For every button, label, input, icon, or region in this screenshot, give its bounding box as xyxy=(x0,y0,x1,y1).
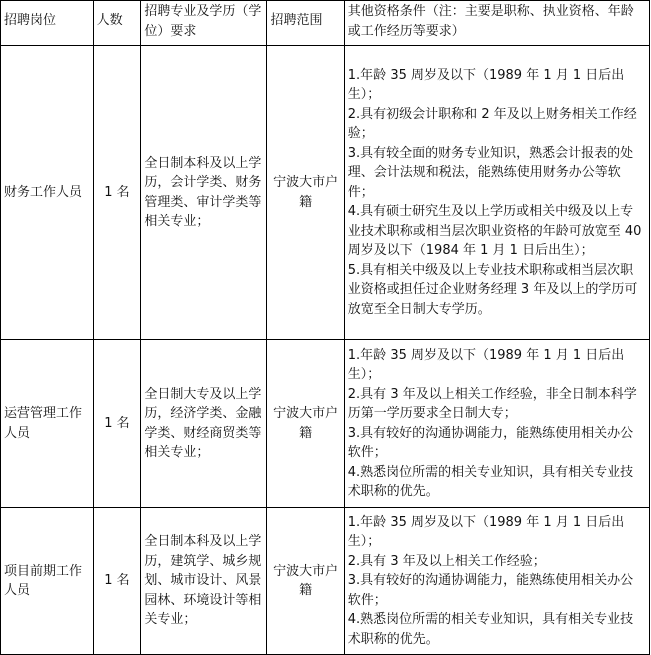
condition-item: 2.具有初级会计职称和 2 年及以上财务相关工作经验； xyxy=(347,106,637,142)
condition-item: 1.年龄 35 周岁及以下（1989 年 1 月 1 日后出生）； xyxy=(347,514,625,550)
condition-item: 3.具有较好的沟通协调能力，能熟练使用相关办公软件； xyxy=(347,573,634,608)
header-row xyxy=(1,1,650,46)
condition-item: 1.年龄 35 周岁及以下（1989 年 1 月 1 日后出生）； xyxy=(347,347,625,382)
cell-major: 全日制大专及以上学历，经济学类、金融学类、财经商贸类等相关专业； xyxy=(141,340,267,508)
condition-item: 4.熟悉岗位所需的相关专业知识，具有相关专业技术职称的优先。 xyxy=(347,464,634,499)
header-count: 人数 xyxy=(93,1,141,46)
header-conditions: 其他资格条件（注：主要是职称、执业资格、年龄或工作经历等要求） xyxy=(344,1,649,46)
header-scope: 招聘范围 xyxy=(267,1,344,46)
cell-position: 财务工作人员 xyxy=(1,46,94,340)
condition-item: 2.具有 3 年及以上相关工作经验，非全日制本科学历第一学历要求全日制大专； xyxy=(347,386,637,421)
condition-item: 4.熟悉岗位所需的相关专业知识，具有相关专业技术职称的优先。 xyxy=(347,612,634,647)
cell-position: 项目前期工作人员 xyxy=(1,508,94,655)
condition-item: 2.具有 3 年及以上相关工作经验； xyxy=(347,553,546,569)
cell-scope: 宁波大市户籍 xyxy=(267,508,344,655)
cell-major: 全日制本科及以上学历，会计学类、财务管理类、审计学类等相关专业； xyxy=(141,46,267,340)
table-row xyxy=(1,46,650,340)
cell-count: 1 名 xyxy=(93,46,141,340)
condition-item: 3.具有较全面的财务专业知识，熟悉会计报表的处理、会计法规和税法，能熟练使用财务办公等软件； xyxy=(347,145,634,200)
header-major: 招聘专业及学历（学位）要求 xyxy=(141,1,267,46)
table-row xyxy=(1,340,650,508)
cell-count: 1 名 xyxy=(93,508,141,655)
condition-item: 1.年龄 35 周岁及以下（1989 年 1 月 1 日后出生）； xyxy=(347,67,625,103)
cell-conditions xyxy=(344,46,649,340)
cell-count: 1 名 xyxy=(93,340,141,508)
header-position: 招聘岗位 xyxy=(1,1,94,46)
condition-item: 3.具有较好的沟通协调能力，能熟练使用相关办公软件； xyxy=(347,425,634,460)
cell-scope: 宁波大市户籍 xyxy=(267,46,344,340)
cell-major: 全日制本科及以上学历，建筑学、城乡规划、城市设计、风景园林、环境设计等相关专业； xyxy=(141,508,267,655)
condition-item: 5.具有相关中级及以上专业技术职称或相当层次职业资格或担任过企业财务经理 3 年及以上的学历可放宽至全日制大专学历。 xyxy=(347,262,638,317)
condition-item: 4.具有硕士研究生及以上学历或相关中级及以上专业技术职称或相当层次职业资格的年龄可放宽至 40 周岁及以下（1984 年 1 月 1 日后出生）； xyxy=(347,204,642,259)
cell-conditions xyxy=(344,340,649,508)
cell-conditions xyxy=(344,508,649,655)
cell-scope: 宁波大市户籍 xyxy=(267,340,344,508)
table-row xyxy=(1,508,650,655)
cell-position: 运营管理工作人员 xyxy=(1,340,94,508)
